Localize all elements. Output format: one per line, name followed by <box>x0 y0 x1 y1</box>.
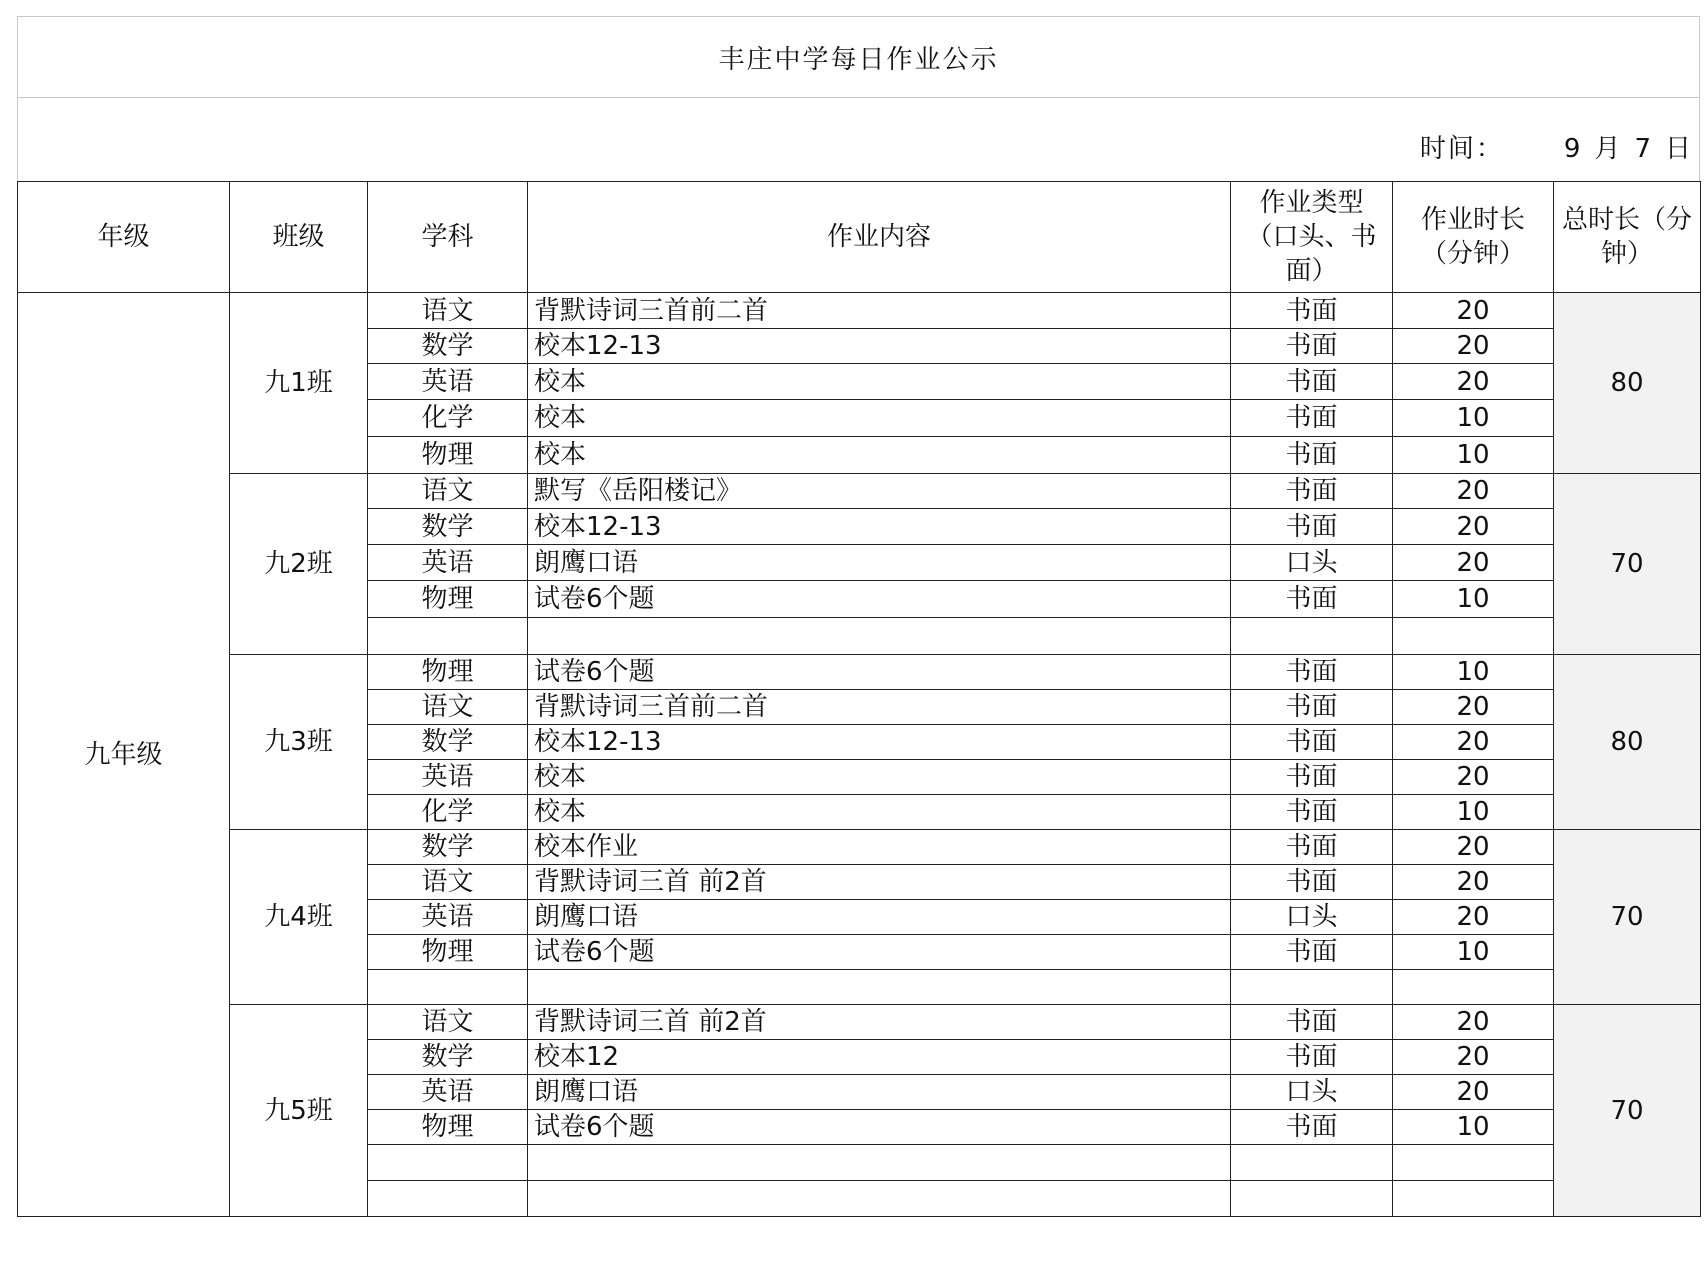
type-cell <box>1231 970 1393 1005</box>
class-cell: 九5班 <box>230 1005 368 1217</box>
type-cell: 书面 <box>1231 795 1393 830</box>
minutes-cell: 20 <box>1393 1005 1554 1040</box>
table-row <box>18 655 1701 690</box>
minutes-cell <box>1393 1145 1554 1181</box>
subject-cell: 数学 <box>368 830 528 865</box>
subject-cell: 数学 <box>368 725 528 760</box>
content-cell: 试卷6个题 <box>528 1110 1231 1145</box>
table-body <box>18 293 1701 1217</box>
subject-cell: 语文 <box>368 474 528 509</box>
minutes-cell: 20 <box>1393 364 1554 400</box>
content-cell: 背默诗词三首 前2首 <box>528 1005 1231 1040</box>
minutes-cell: 20 <box>1393 509 1554 545</box>
content-cell: 朗鹰口语 <box>528 545 1231 581</box>
table-row <box>18 474 1701 509</box>
type-cell: 书面 <box>1231 690 1393 725</box>
minutes-cell: 10 <box>1393 935 1554 970</box>
content-cell: 背默诗词三首 前2首 <box>528 865 1231 900</box>
minutes-cell <box>1393 618 1554 655</box>
header-grade: 年级 <box>18 182 230 293</box>
minutes-cell <box>1393 1181 1554 1217</box>
type-cell: 书面 <box>1231 865 1393 900</box>
subject-cell: 英语 <box>368 545 528 581</box>
minutes-cell: 20 <box>1393 865 1554 900</box>
date-day: 7 <box>1634 134 1651 164</box>
type-cell: 书面 <box>1231 725 1393 760</box>
total-cell: 70 <box>1554 474 1701 655</box>
minutes-cell: 20 <box>1393 474 1554 509</box>
minutes-cell: 20 <box>1393 830 1554 865</box>
date-day-unit: 日 <box>1664 134 1691 164</box>
type-cell: 书面 <box>1231 830 1393 865</box>
content-cell: 朗鹰口语 <box>528 900 1231 935</box>
type-cell <box>1231 618 1393 655</box>
content-cell: 试卷6个题 <box>528 581 1231 618</box>
type-cell: 书面 <box>1231 293 1393 329</box>
header-subject: 学科 <box>368 182 528 293</box>
content-cell <box>528 1181 1231 1217</box>
subject-cell: 英语 <box>368 760 528 795</box>
minutes-cell: 20 <box>1393 1075 1554 1110</box>
header-duration: 作业时长（分钟） <box>1393 182 1554 293</box>
header-type: 作业类型（口头、书面） <box>1231 182 1393 293</box>
subject-cell <box>368 1181 528 1217</box>
minutes-cell: 20 <box>1393 1040 1554 1075</box>
header-total: 总时长（分钟） <box>1554 182 1701 293</box>
minutes-cell: 20 <box>1393 545 1554 581</box>
class-cell: 九2班 <box>230 474 368 655</box>
type-cell: 书面 <box>1231 760 1393 795</box>
subject-cell: 数学 <box>368 1040 528 1075</box>
type-cell: 口头 <box>1231 900 1393 935</box>
class-cell: 九4班 <box>230 830 368 1005</box>
date-label: 时间： <box>1419 134 1504 164</box>
subject-cell: 语文 <box>368 1005 528 1040</box>
subject-cell: 英语 <box>368 1075 528 1110</box>
type-cell <box>1231 1181 1393 1217</box>
content-cell: 默写《岳阳楼记》 <box>528 474 1231 509</box>
subject-cell: 物理 <box>368 935 528 970</box>
content-cell <box>528 970 1231 1005</box>
subject-cell: 数学 <box>368 329 528 364</box>
total-cell: 80 <box>1554 293 1701 474</box>
subject-cell <box>368 970 528 1005</box>
date-month-unit: 月 <box>1594 134 1621 164</box>
header-content: 作业内容 <box>528 182 1231 293</box>
content-cell: 朗鹰口语 <box>528 1075 1231 1110</box>
subject-cell: 物理 <box>368 581 528 618</box>
content-cell: 校本12-13 <box>528 725 1231 760</box>
type-cell <box>1231 1145 1393 1181</box>
type-cell: 口头 <box>1231 1075 1393 1110</box>
type-cell: 书面 <box>1231 1110 1393 1145</box>
content-cell: 校本 <box>528 760 1231 795</box>
total-cell: 70 <box>1554 830 1701 1005</box>
content-cell: 校本12 <box>528 1040 1231 1075</box>
subject-cell: 英语 <box>368 900 528 935</box>
subject-cell: 数学 <box>368 509 528 545</box>
class-cell: 九1班 <box>230 293 368 474</box>
homework-table <box>17 181 1701 1217</box>
subject-cell: 语文 <box>368 865 528 900</box>
table-row <box>18 1005 1701 1040</box>
minutes-cell: 10 <box>1393 655 1554 690</box>
subject-cell <box>368 1145 528 1181</box>
content-cell <box>528 618 1231 655</box>
total-cell: 70 <box>1554 1005 1701 1217</box>
type-cell: 书面 <box>1231 935 1393 970</box>
minutes-cell: 20 <box>1393 293 1554 329</box>
subject-cell: 物理 <box>368 1110 528 1145</box>
content-cell: 校本12-13 <box>528 509 1231 545</box>
content-cell: 试卷6个题 <box>528 935 1231 970</box>
minutes-cell: 20 <box>1393 329 1554 364</box>
type-cell: 书面 <box>1231 581 1393 618</box>
type-cell: 书面 <box>1231 1040 1393 1075</box>
class-cell: 九3班 <box>230 655 368 830</box>
grade-cell: 九年级 <box>18 293 230 1217</box>
type-cell: 书面 <box>1231 1005 1393 1040</box>
minutes-cell: 10 <box>1393 1110 1554 1145</box>
homework-sheet <box>17 16 1700 1217</box>
type-cell: 书面 <box>1231 474 1393 509</box>
subject-cell: 物理 <box>368 437 528 474</box>
content-cell: 校本12-13 <box>528 329 1231 364</box>
type-cell: 书面 <box>1231 329 1393 364</box>
date-month: 9 <box>1563 134 1581 164</box>
content-cell: 校本 <box>528 364 1231 400</box>
content-cell: 校本作业 <box>528 830 1231 865</box>
content-cell: 校本 <box>528 400 1231 437</box>
minutes-cell: 10 <box>1393 581 1554 618</box>
minutes-cell: 10 <box>1393 400 1554 437</box>
content-cell <box>528 1145 1231 1181</box>
subject-cell: 语文 <box>368 293 528 329</box>
content-cell: 校本 <box>528 795 1231 830</box>
content-cell: 试卷6个题 <box>528 655 1231 690</box>
sheet-title <box>17 16 1700 98</box>
type-cell: 口头 <box>1231 545 1393 581</box>
total-cell: 80 <box>1554 655 1701 830</box>
subject-cell: 化学 <box>368 795 528 830</box>
minutes-cell: 20 <box>1393 725 1554 760</box>
minutes-cell: 10 <box>1393 437 1554 474</box>
header-row <box>18 182 1701 293</box>
subject-cell: 英语 <box>368 364 528 400</box>
type-cell: 书面 <box>1231 400 1393 437</box>
minutes-cell: 20 <box>1393 760 1554 795</box>
minutes-cell: 10 <box>1393 795 1554 830</box>
content-cell: 背默诗词三首前二首 <box>528 293 1231 329</box>
table-row <box>18 830 1701 865</box>
subject-cell: 语文 <box>368 690 528 725</box>
minutes-cell: 20 <box>1393 690 1554 725</box>
type-cell: 书面 <box>1231 655 1393 690</box>
minutes-cell <box>1393 970 1554 1005</box>
subject-cell: 化学 <box>368 400 528 437</box>
type-cell: 书面 <box>1231 364 1393 400</box>
content-cell: 背默诗词三首前二首 <box>528 690 1231 725</box>
subject-cell <box>368 618 528 655</box>
table-row <box>18 293 1701 329</box>
date-display <box>1420 128 1691 165</box>
subject-cell: 物理 <box>368 655 528 690</box>
type-cell: 书面 <box>1231 509 1393 545</box>
header-class: 班级 <box>230 182 368 293</box>
content-cell: 校本 <box>528 437 1231 474</box>
title-text: 丰庄中学每日作业公示 <box>718 44 999 75</box>
minutes-cell: 20 <box>1393 900 1554 935</box>
type-cell: 书面 <box>1231 437 1393 474</box>
date-row <box>17 98 1700 181</box>
